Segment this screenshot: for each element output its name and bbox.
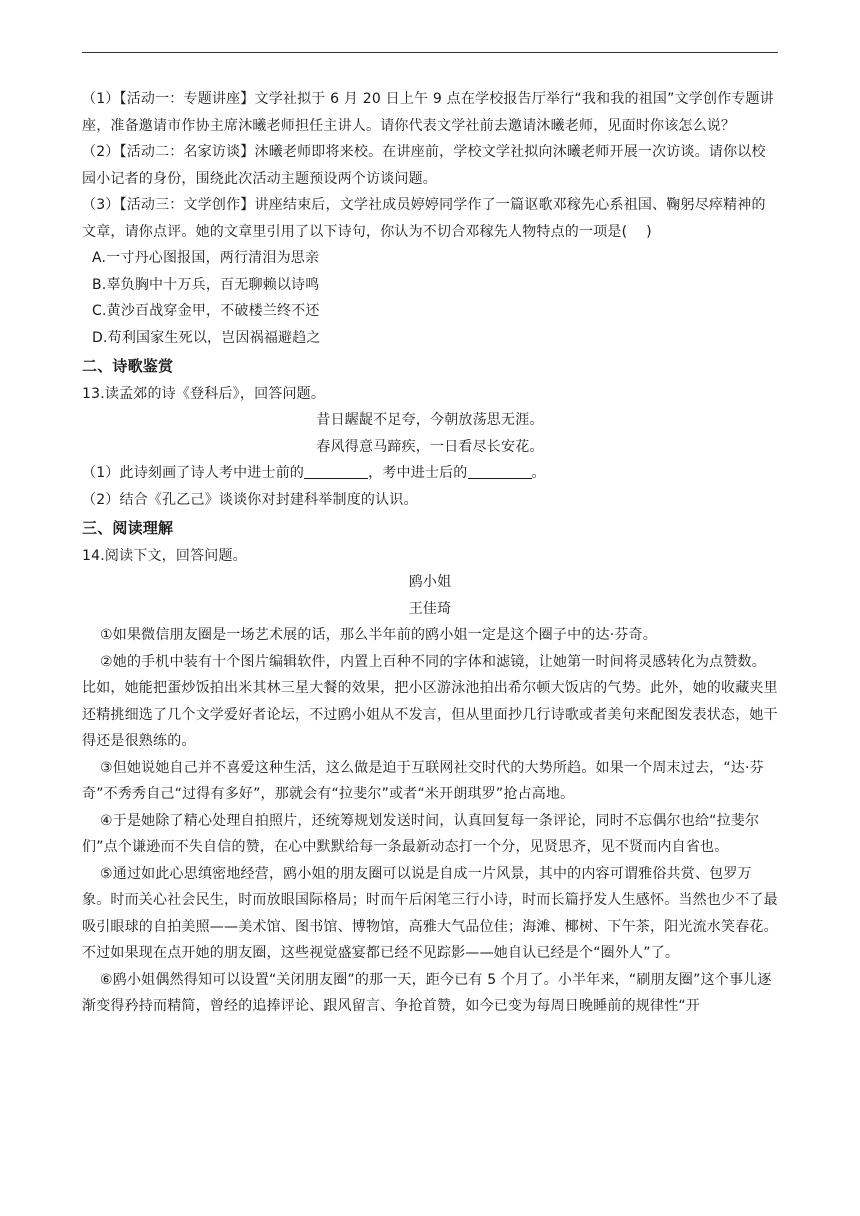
article-paragraph-2: ②她的手机中装有十个图片编辑软件，内置上百种不同的字体和滤镜，让她第一时间将灵感转化为点赞数。比如，她能把蛋炒饭拍出米其林三星大餐的效果，把小区游泳池拍出希尔顿大饭店的气势。此外，她的收藏夹里还精挑细选了几个文学爱好者论坛，不过鸥小姐从不发言，但从里面抄几行诗歌或者美句来配图发表状态，她干得还是很熟练的。: [82, 653, 778, 749]
choice-b: B.辜负胸中十万兵，百无聊赖以诗鸣: [92, 276, 320, 293]
answer-blank-1[interactable]: [304, 464, 368, 479]
section-heading-poetry: 二、诗歌鉴赏: [82, 357, 174, 375]
q13-sub1-text-a: （1）此诗刻画了诗人考中进士前的: [82, 465, 305, 481]
q12-part3: （3）【活动三：文学创作】讲座结束后，文学社成员婷婷同学作了一篇讴歌邓稼先心系祖国、鞠躬尽瘁精神的文章，请你点评。她的文章里引用了以下诗句，你认为不切合邓稼先人物特点的一项是( ): [82, 197, 766, 240]
article-paragraph-1: ①如果微信朋友圈是一场艺术展的话，那么半年前的鸥小姐一定是这个圈子中的达·芬奇。: [100, 627, 657, 643]
document-body: [82, 86, 778, 1020]
q13-sub1-text-c: 。: [531, 465, 546, 481]
q13-prompt: 13.读孟郊的诗《登科后》，回答问题。: [82, 385, 326, 402]
q13-sub1-text-b: ，考中进士后的: [368, 465, 468, 481]
choice-d: D.苟利国家生死以，岂因祸福避趋之: [92, 329, 321, 346]
choice-c: C.黄沙百战穿金甲，不破楼兰终不还: [92, 303, 320, 319]
article-paragraph-6: ⑥鸥小姐偶然得知可以设置“关闭朋友圈”的那一天，距今已有 5 个月了。小半年来，“刷朋友圈”这个事儿逐渐变得矜持而精简，曾经的追捧评论、跟风留言、争抢首赞，如今已变为每周日晚睡前的规律性“开: [82, 971, 772, 1014]
article-author: 王佳琦: [408, 600, 452, 617]
q14-prompt: 14.阅读下文，回答问题。: [82, 547, 247, 564]
header-rule: [82, 52, 778, 53]
article-paragraph-5: ⑤通过如此心思缜密地经营，鸥小姐的朋友圈可以说是自成一片风景，其中的内容可谓雅俗共赏、包罗万象。时而关心社会民生，时而放眼国际格局；时而午后闲笔三行小诗，时而长篇抒发人生感怀。当然也少不了最吸引眼球的自拍美照——美术馆、图书馆、博物馆，高雅大气品位佳；海滩、椰树、下午茶，阳光流水笑春花。不过如果现在点开她的朋友圈，这些视觉盛宴都已经不见踪影——她自认已经是个“圈外人”了。: [82, 865, 778, 961]
article-paragraph-4: ④于是她除了精心处理自拍照片，还统筹规划发送时间，认真回复每一条评论，同时不忘偶尔也给“拉斐尔们”点个谦逊而不失自信的赞，在心中默默给每一条最新动态打一个分，见贤思齐，见不贤而内自省也。: [82, 812, 760, 855]
poem-line-1: 昔日龌龊不足夸，今朝放荡思无涯。: [316, 412, 544, 428]
section-heading-reading: 三、阅读理解: [82, 519, 174, 537]
q13-sub2: （2）结合《孔乙己》谈谈你对封建科举制度的认识。: [82, 491, 418, 508]
poem-line-2: 春风得意马蹄疾，一日看尽长安花。: [316, 438, 544, 455]
article-paragraph-3: ③但她说她自己并不喜爱这种生活，这么做是迫于互联网社交时代的大势所趋。如果一个周末过去，“达·芬奇”不秀秀自己“过得有多好”，那就会有“拉斐尔”或者“米开朗琪罗”抢占高地。: [82, 759, 764, 802]
q13-sub1: [82, 460, 778, 487]
q12-part2: （2）【活动二：名家访谈】沐曦老师即将来校。在讲座前，学校文学社拟向沐曦老师开展一次访谈。请你以校园小记者的身份，围绕此次活动主题预设两个访谈问题。: [82, 144, 766, 187]
article-title: 鸥小姐: [408, 574, 452, 590]
answer-blank-2[interactable]: [468, 464, 532, 479]
q12-part1: （1）【活动一：专题讲座】文学社拟于 6 月 20 日上午 9 点在学校报告厅举行“我和我的祖国”文学创作专题讲座，准备邀请市作协主席沐曦老师担任主讲人。请你代表文学社前去邀请沐曦老师，见面时你该怎么说？: [82, 91, 774, 134]
choice-a: A.一寸丹心图报国，两行清泪为思亲: [92, 250, 320, 266]
